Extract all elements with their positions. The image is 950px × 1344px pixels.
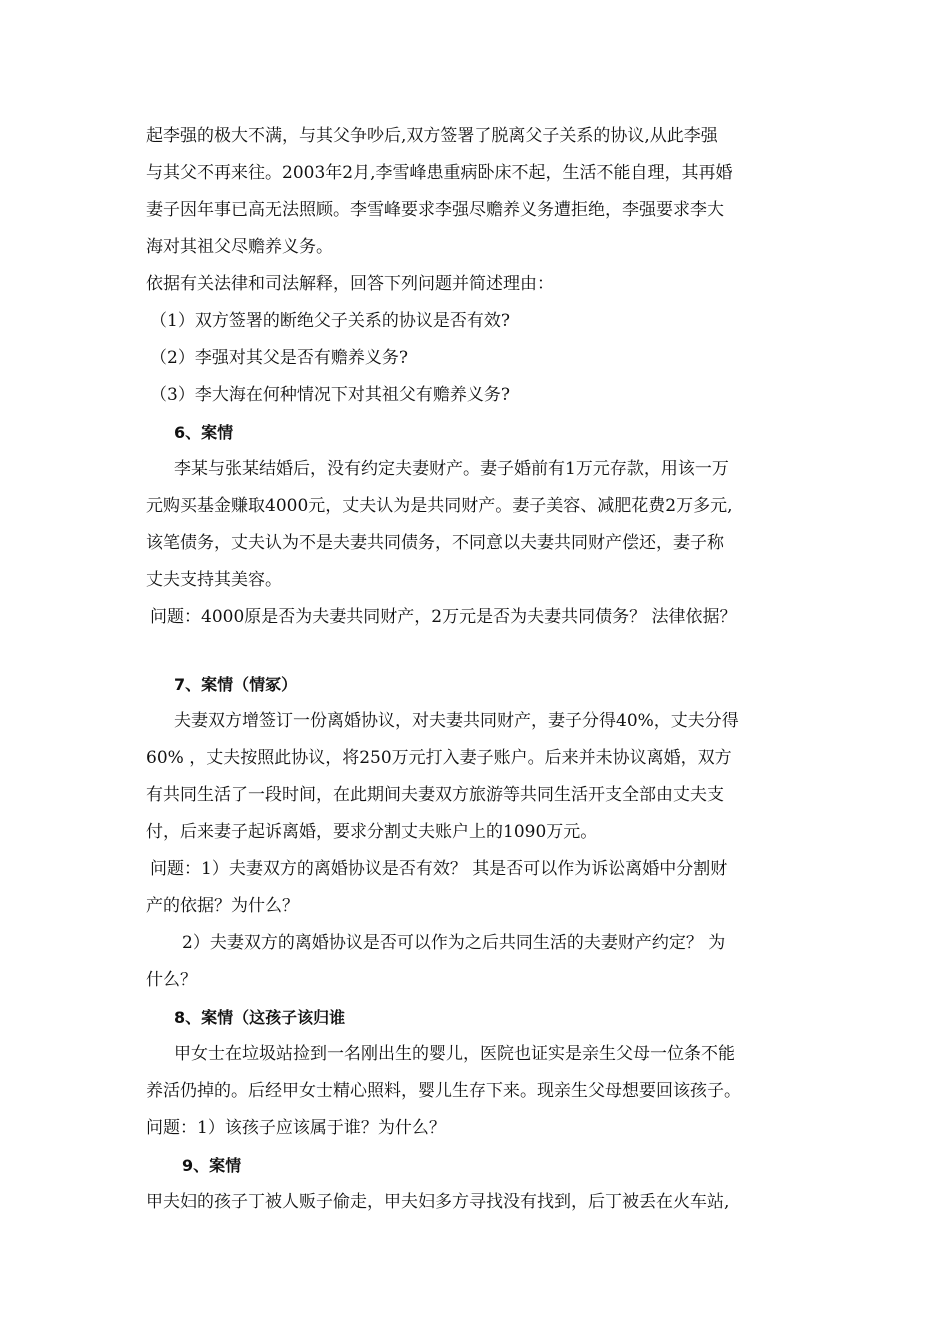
case7-question-2a: 2）夫妻双方的离婚协议是否可以作为之后共同生活的夫妻财产约定？ 为 bbox=[182, 933, 726, 953]
case7-line-4: 付，后来妻子起诉离婚，要求分割丈夫账户上的1090万元。 bbox=[146, 822, 598, 842]
case8-section bbox=[146, 999, 820, 1147]
case5-question-2: （2）李强对其父是否有赡养义务? bbox=[150, 348, 408, 368]
case7-line-1: 夫妻双方增签订一份离婚协议，对夫妻共同财产，妻子分得40%，丈夫分得 bbox=[174, 711, 739, 731]
case8-question: 问题：1）该孩子应该属于谁？为什么？ bbox=[146, 1118, 446, 1138]
case7-question-2b: 什么？ bbox=[146, 970, 197, 990]
case9-section bbox=[146, 1147, 820, 1221]
case8-heading: 8、案情（这孩子该归谁 bbox=[174, 1008, 346, 1027]
case5-question-1: （1）双方签署的断绝父子关系的协议是否有效? bbox=[150, 311, 510, 331]
case6-line-2: 元购买基金赚取4000元，丈夫认为是共同财产。妻子美容、减肥花费2万多元, bbox=[146, 496, 733, 516]
case6-line-4: 丈夫支持其美容。 bbox=[146, 570, 282, 590]
case6-question: 问题：4000原是否为夫妻共同财产，2万元是否为夫妻共同债务？ 法律依据？ bbox=[150, 607, 737, 627]
case7-line-3: 有共同生活了一段时间，在此期间夫妻双方旅游等共同生活开支全部由丈夫支 bbox=[146, 785, 724, 805]
case6-section bbox=[146, 414, 820, 636]
case7-line-2: 60% ，丈夫按照此协议，将250万元打入妻子账户。后来并未协议离婚，双方 bbox=[146, 748, 732, 768]
case6-line-3: 该笔债务，丈夫认为不是夫妻共同债务，不同意以夫妻共同财产偿还，妻子称 bbox=[146, 533, 724, 553]
case9-line-1: 甲夫妇的孩子丁被人贩子偷走，甲夫妇多方寻找没有找到，后丁被丢在火车站, bbox=[146, 1192, 730, 1212]
case7-question-1b: 产的依据？为什么？ bbox=[146, 896, 299, 916]
case8-line-2: 养活仍掉的。后经甲女士精心照料，婴儿生存下来。现亲生父母想要回该孩子。 bbox=[146, 1081, 741, 1101]
case5-line-2: 与其父不再来往。2003年2月,李雪峰患重病卧床不起，生活不能自理，其再婚 bbox=[146, 163, 733, 183]
case6-heading: 6、案情 bbox=[174, 423, 234, 442]
case5-section bbox=[146, 118, 820, 414]
case5-instruction: 依据有关法律和司法解释，回答下列问题并简述理由： bbox=[146, 274, 554, 294]
case5-line-3: 妻子因年事已高无法照顾。李雪峰要求李强尽赡养义务遭拒绝，李强要求李大 bbox=[146, 200, 724, 220]
blank-line bbox=[146, 636, 820, 666]
case8-line-1: 甲女士在垃圾站捡到一名刚出生的婴儿，医院也证实是亲生父母一位条不能 bbox=[174, 1044, 735, 1064]
case5-question-3: （3）李大海在何种情况下对其祖父有赡养义务? bbox=[150, 385, 510, 405]
case9-heading: 9、案情 bbox=[182, 1156, 242, 1175]
case5-line-4: 海对其祖父尽赡养义务。 bbox=[146, 237, 333, 257]
case5-line-1: 起李强的极大不满，与其父争吵后,双方签署了脱离父子关系的协议,从此李强 bbox=[146, 126, 718, 146]
case7-heading: 7、案情（情冢） bbox=[174, 675, 298, 694]
case6-line-1: 李某与张某结婚后，没有约定夫妻财产。妻子婚前有1万元存款，用该一万 bbox=[174, 459, 729, 479]
case7-question-1a: 问题：1）夫妻双方的离婚协议是否有效？ 其是否可以作为诉讼离婚中分割财 bbox=[150, 859, 728, 879]
case7-section bbox=[146, 666, 820, 999]
